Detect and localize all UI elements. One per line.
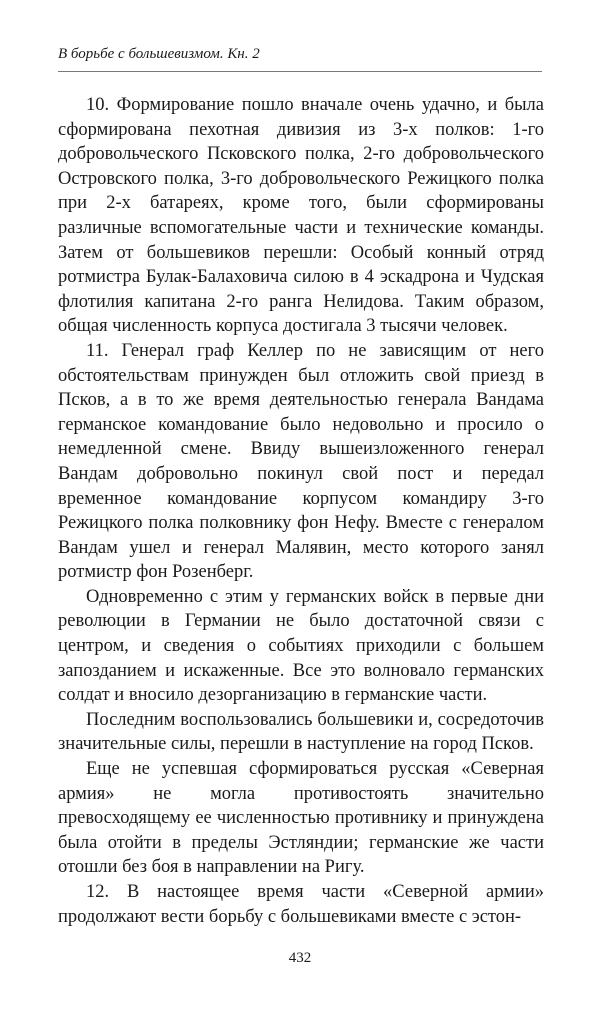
page-number: 432 [288,950,312,966]
paragraph-10: 10. Формирование пошло вначале очень удачно, и была сформирована пехотная дивизия из 3-х полков: 1-го добровольческого Псковского полка, 2-го добровольческого Островского полка, 3-го добровольческого Режицкого полка при 2-х батареях, кроме того, были сформированы различные вспомогательные части и технические команды. Затем от большевиков перешли: Особый конный отряд ротмистра Булак-Балаховича силою в 4 эскадрона и Чудская флотилия капитана 2-го ранга Нелидова. Таким образом, общая численность корпуса достигала 3 тысячи человек. [58,95,544,337]
paragraph-11: 11. Генерал граф Келлер по не зависящим от него обстоятельствам принужден был отложить свой приезд в Псков, а в то же время деятельностью генерала Вандама германское командование было недовольно и просило о немедленной смене. Ввиду вышеизложенного генерал Вандам добровольно покинул свой пост и передал временное командование корпусом командиру 3-го Режицкого полка полковнику фон Нефу. Вместе с генералом Вандам ушел и генерал Малявин, место которого занял ротмистр фон Розенберг. [58,340,544,583]
running-header: В борьбе с большевизмом. Кн. 2 [58,46,260,62]
paragraph-bolshevik-offensive: Последним воспользовались большевики и, сосредоточив значительные силы, перешли в наступление на город Псков. [58,709,544,755]
body-text [58,93,544,929]
paragraph-12: 12. В настоящее время части «Северной армии» продолжают вести борьбу с большевиками вместе с эстон- [58,882,544,927]
paragraph-northern-army-retreat: Еще не успевшая сформироваться русская «Северная армия» не могла противостоять значительно превосходящему ее численностью противнику и принуждена была отойти в пределы Эстляндии; германские же части отошли без боя в направлении на Ригу. [58,759,544,878]
paragraph-german-troops: Одновременно с этим у германских войск в первые дни революции в Германии не было достаточной связи с центром, и сведения о событиях приходили с большем запозданием и искаженные. Все это волновало германских солдат и вносило дезорганизацию в германские части. [58,586,544,706]
header-divider [58,71,542,72]
